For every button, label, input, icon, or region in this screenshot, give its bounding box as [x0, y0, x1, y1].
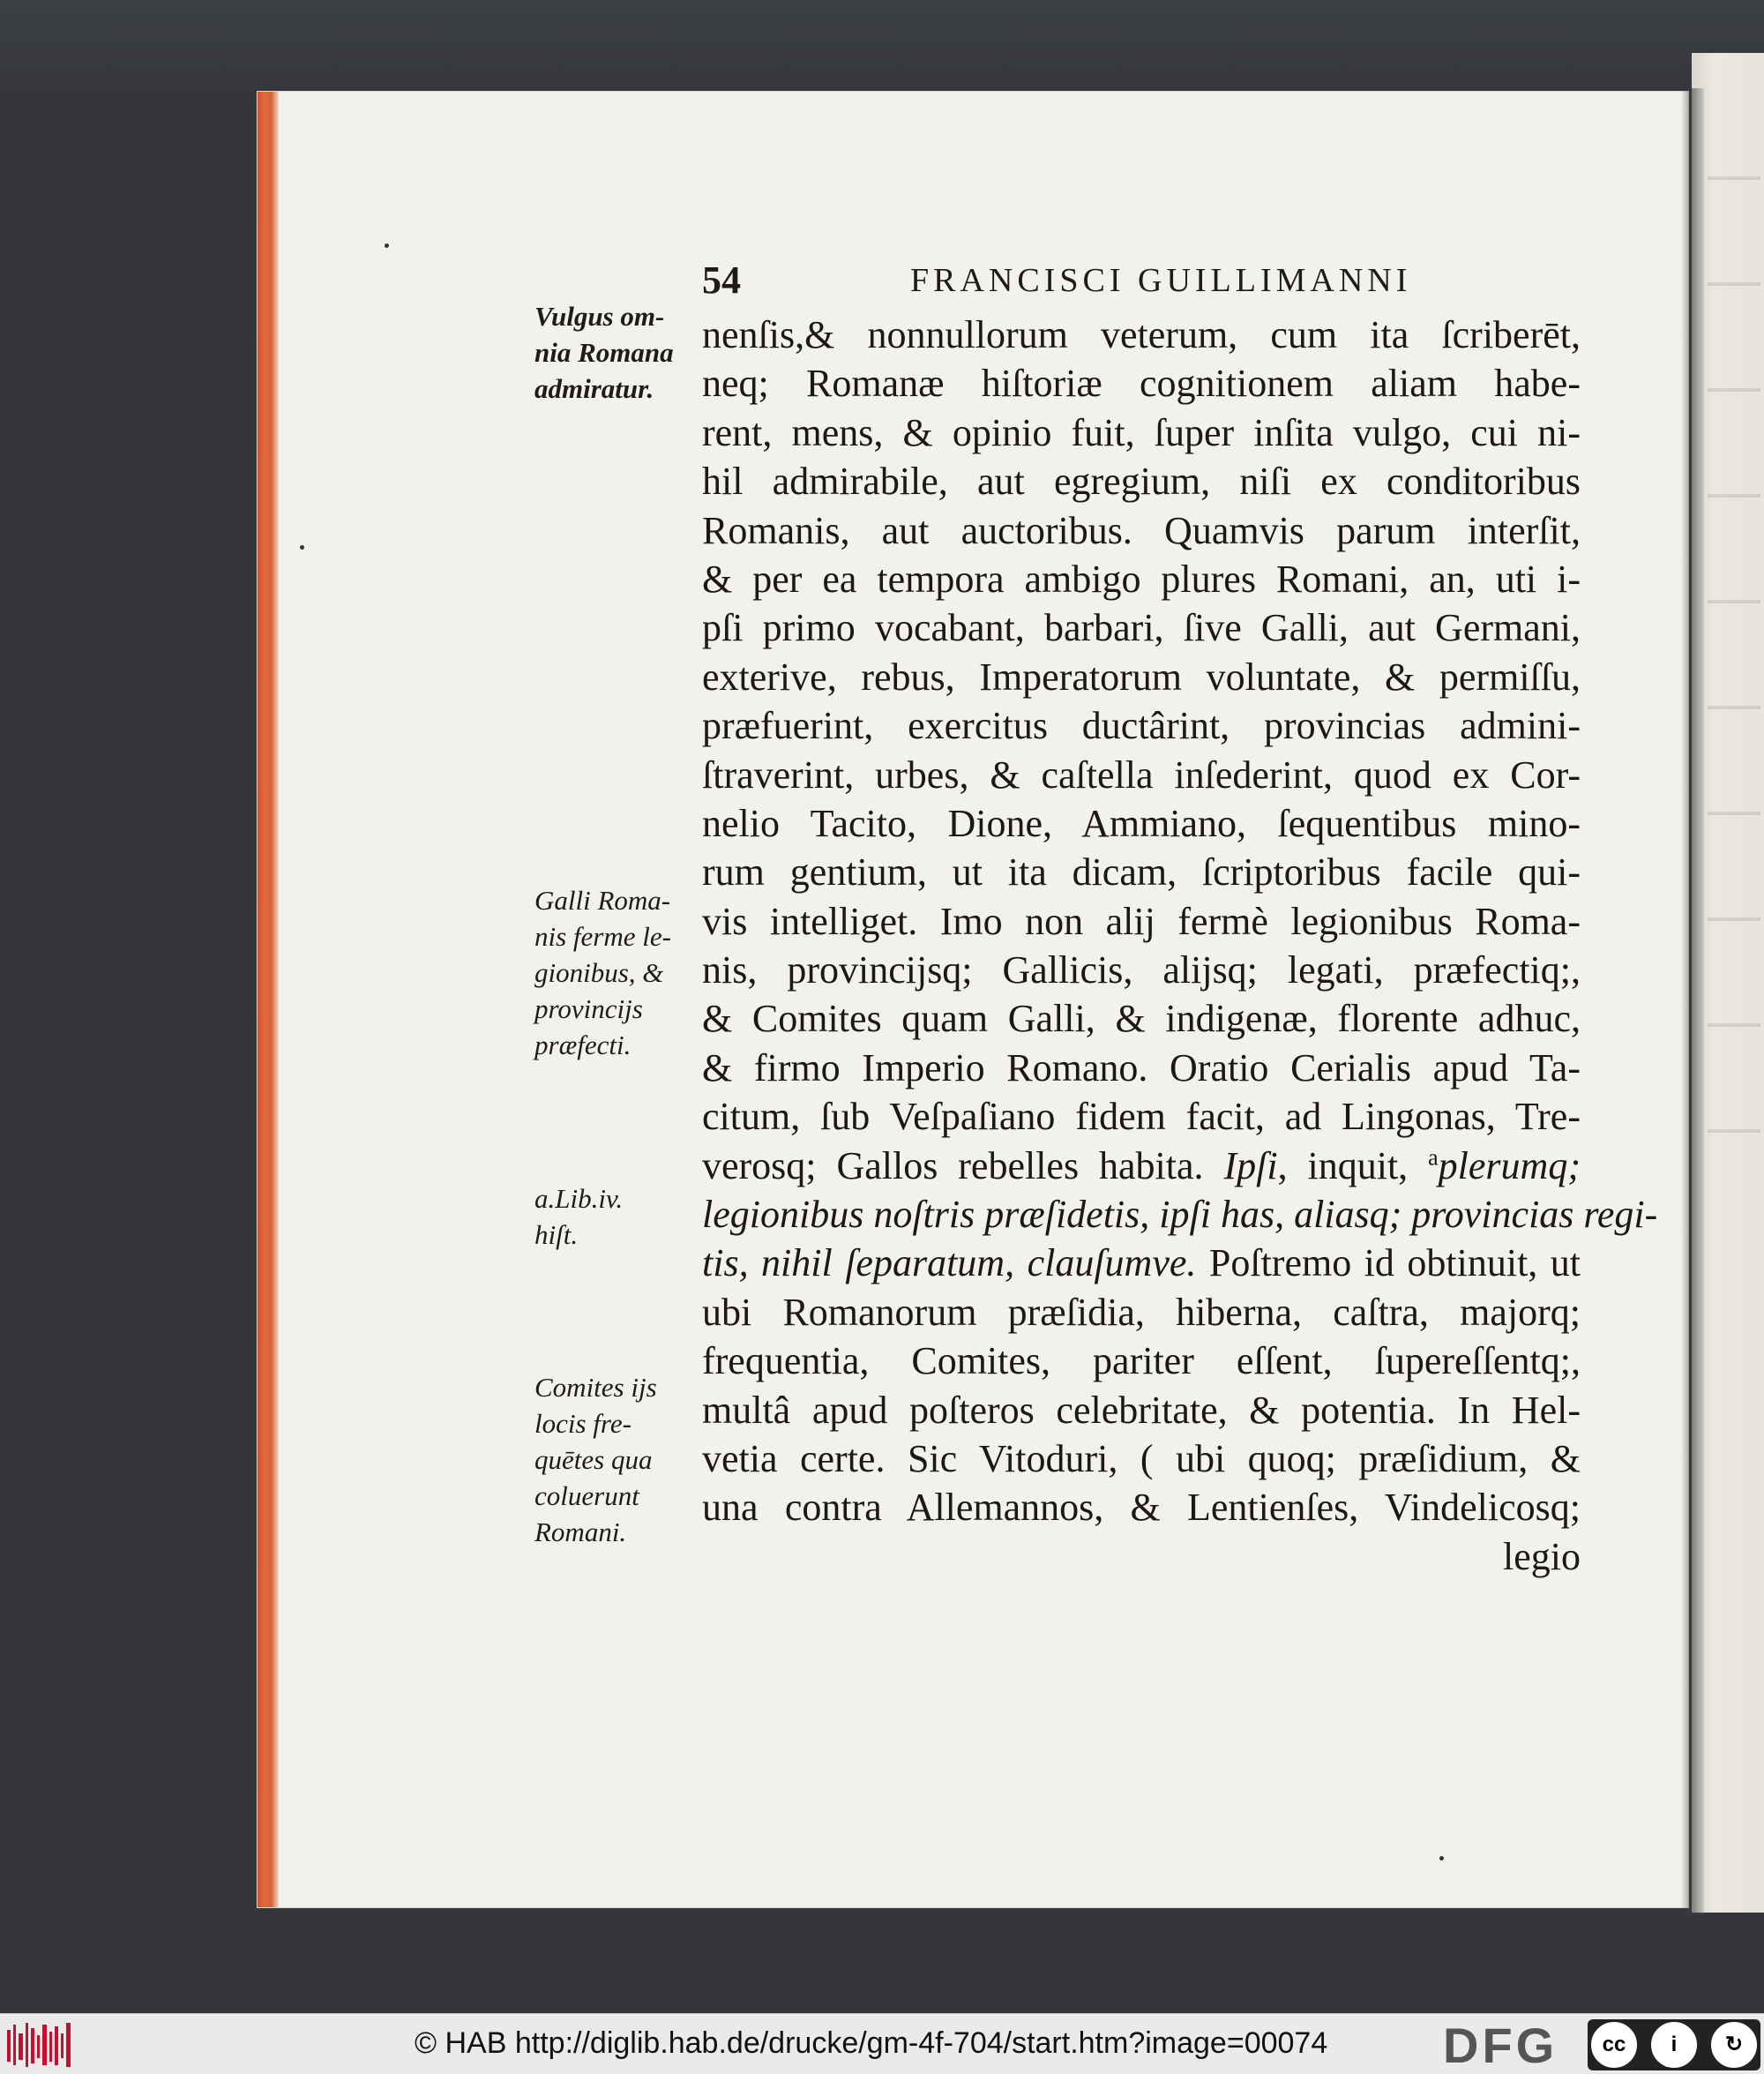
show-through-mark: [1708, 1129, 1760, 1133]
hab-barcode-logo-icon: [7, 2021, 74, 2069]
note-line: Comites ijs: [534, 1372, 657, 1403]
text-line: ſtraverint, urbes, & caſtella inſederint, quod ex Cor-: [702, 752, 1581, 797]
text-line-quote-start: [702, 1142, 1581, 1190]
page-red-edge: [258, 92, 279, 1907]
text-line: pſi primo vocabant, barbari, ſive Galli, aut Germani,: [702, 606, 1581, 650]
show-through-mark: [1708, 494, 1760, 498]
show-through-mark: [1708, 600, 1760, 603]
note-line: Vulgus om-: [534, 301, 665, 332]
note-line: provincijs: [534, 993, 643, 1024]
text-line: præfuerint, exercitus ductârint, provincias admini-: [702, 704, 1581, 748]
text-line: una contra Allemannos, & Lentienſes, Vindelicosq;: [702, 1486, 1581, 1530]
text-line: nis, provincijsq; Gallicis, alijsq; legati, præfectiq;,: [702, 948, 1581, 992]
marginal-note-galli: [534, 882, 697, 1063]
text-line: Romanis, aut auctoribus. Quamvis parum interſit,: [702, 508, 1581, 552]
quote-ipsi: Ipſi: [1223, 1143, 1278, 1187]
viewer-footer: [0, 2013, 1764, 2074]
running-head: [702, 258, 1584, 307]
catchword: legio: [1503, 1534, 1581, 1578]
attribution-icon: i: [1651, 2022, 1697, 2068]
text-line: vetia certe. Sic Vitoduri, ( ubi quoq; præſidium, &: [702, 1436, 1581, 1480]
running-head-title: FRANCISCI GUILLIMANNI: [910, 262, 1412, 299]
note-line: gionibus, &: [534, 957, 664, 988]
text-line: rum gentium, ut ita dicam, ſcriptoribus facile qui-: [702, 850, 1581, 895]
license-by-label: BY: [1665, 2059, 1679, 2070]
text-line-quote-end: [702, 1239, 1581, 1287]
text-line: exterive, rebus, Imperatorum voluntate, & permiſſu,: [702, 655, 1581, 699]
text-line: ubi Romanorum præſidia, hiberna, caſtra, majorq;: [702, 1290, 1581, 1334]
text-line: & per ea tempora ambigo plures Romani, an, uti i-: [702, 557, 1581, 601]
paper-speck: [385, 243, 389, 248]
quote-intro: verosq; Gallos rebelles habita.: [702, 1143, 1204, 1187]
gutter-shadow: [1681, 88, 1704, 1914]
text-line: & firmo Imperio Romano. Oratio Cerialis apud Ta-: [702, 1045, 1581, 1089]
note-line: Galli Roma-: [534, 885, 671, 916]
show-through-mark: [1708, 1023, 1760, 1027]
note-line: nia Romana: [534, 337, 674, 368]
text-after-quote: Poſtremo id obtinuit, ut: [1208, 1241, 1581, 1285]
footnote-marker: a: [1428, 1143, 1439, 1170]
text-line: neq; Romanæ hiſtoriæ cognitionem aliam habe-: [702, 362, 1581, 406]
marginal-note-citation: [534, 1180, 697, 1253]
license-sa-label: SA: [1725, 2059, 1739, 2070]
note-line: admiratur.: [534, 373, 654, 404]
note-line: Romani.: [534, 1516, 627, 1547]
text-line: citum, ſub Veſpaſiano fidem facit, ad Lingonas, Tre-: [702, 1095, 1581, 1139]
share-alike-icon: ↻: [1711, 2022, 1757, 2068]
marginal-note-comites: [534, 1369, 697, 1550]
quote-inquit: , inquit,: [1277, 1143, 1409, 1187]
text-line: rent, mens, & opinio fuit, ſuper inſita vulgo, cui ni-: [702, 410, 1581, 454]
note-line: locis fre-: [534, 1408, 632, 1439]
text-line: & Comites quam Galli, & indigenæ, florente adhuc,: [702, 997, 1581, 1041]
quote-text: plerumq;: [1438, 1143, 1581, 1187]
show-through-mark: [1708, 917, 1760, 921]
show-through-mark: [1708, 282, 1760, 286]
text-line: vis intelliget. Imo non alij fermè legionibus Roma-: [702, 899, 1581, 943]
marginal-note-vulgus: [534, 298, 697, 407]
text-line: multâ apud poſteros celebritate, & potentia. In Hel-: [702, 1388, 1581, 1432]
text-line-quote: [702, 1190, 1658, 1239]
show-through-mark: [1708, 706, 1760, 709]
copyright-url[interactable]: © HAB http://diglib.hab.de/drucke/gm-4f-704/start.htm?image=00074: [415, 2026, 1328, 2060]
note-line: hiſt.: [534, 1219, 579, 1250]
show-through-mark: [1708, 388, 1760, 392]
show-through-mark: [1708, 176, 1760, 180]
text-line: frequentia, Comites, pariter eſſent, ſupereſſentq;,: [702, 1339, 1581, 1383]
note-line: quētes qua: [534, 1444, 653, 1475]
cc-license-badge[interactable]: [1588, 2019, 1760, 2070]
note-line: coluerunt: [534, 1480, 639, 1511]
cc-icon: cc: [1591, 2022, 1637, 2068]
note-line: nis ferme le-: [534, 921, 671, 952]
text-line: hil admirabile, aut egregium, niſi ex conditoribus: [702, 460, 1581, 504]
page-number: 54: [702, 258, 741, 302]
text-line: nelio Tacito, Dione, Ammiano, ſequentibus mino-: [702, 801, 1581, 845]
quote-text: tis, nihil ſeparatum, clauſumve.: [702, 1241, 1197, 1285]
note-line: præfecti.: [534, 1030, 632, 1060]
quote-text: legionibus noſtris præſidetis, ipſi has, aliasq; provincias regi-: [702, 1193, 1658, 1237]
scan-background: [0, 0, 1764, 97]
show-through-mark: [1708, 812, 1760, 815]
paper-speck: [1439, 1856, 1444, 1861]
body-text: [702, 311, 1658, 1581]
note-line: a.Lib.iv.: [534, 1183, 624, 1214]
paper-speck: [300, 545, 304, 550]
text-line: nenſis,& nonnullorum veterum, cum ita ſcriberēt,: [702, 313, 1581, 356]
dfg-logo: DFG: [1443, 2018, 1558, 2073]
